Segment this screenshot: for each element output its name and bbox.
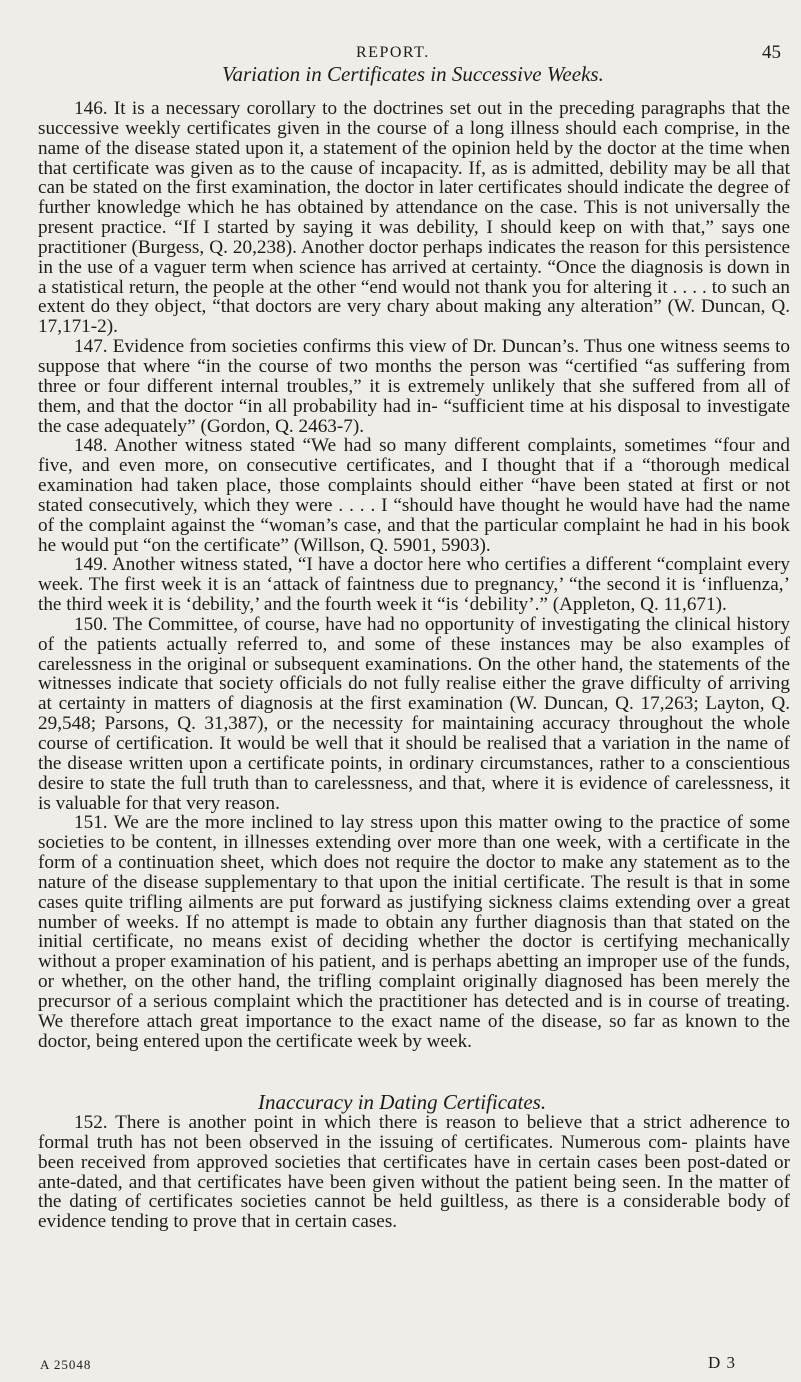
- print-code: A 25048: [40, 1357, 92, 1372]
- paragraph-148: 148. Another witness stated “We had so many different complaints, sometimes “four and five, and even more, on consecutive certificates, and I thought that if a “thorough medical examination had taken place, those complaints should either “have been stated at first or not stated consecutively, which they were . . . . I “should have thought he would have had the name of the complaint against the “woman’s case, and that the particular complaint he had in his book he would put “on the certificate” (Willson, Q. 5901, 5903).: [38, 435, 790, 556]
- section-heading-inaccuracy: Inaccuracy in Dating Certificates.: [258, 1090, 547, 1114]
- signature-mark: D 3: [708, 1353, 737, 1372]
- page-number: 45: [762, 42, 781, 63]
- paragraph-152: 152. There is another point in which there is reason to believe that a strict adherence to formal truth has not been observed in the issuing of certificates. Numerous com- plaints have been received from approved societies that certificates have in certain cases been post-dated or ante-dated, and that certificates have been given without the patient being seen. In the matter of the dating of certificates societies cannot be held guiltless, as there is a considerable body of evidence tending to prove that in certain cases.: [38, 1112, 790, 1233]
- section-heading-variation: Variation in Certificates in Successive Weeks.: [222, 62, 604, 86]
- paragraph-149: 149. Another witness stated, “I have a doctor here who certifies a different “complaint every week. The first week it is an ‘attack of faintness due to pregnancy,’ “the second it is ‘influenza,’ the third week it is ‘debility,’ and the fourth week it “is ‘debility’.” (Appleton, Q. 11,671).: [38, 554, 790, 616]
- paragraph-150: 150. The Committee, of course, have had no opportunity of investigating the clinical history of the patients actually referred to, and some of these instances may be also examples of carelessness in the original or subsequent examinations. On the other hand, the statements of the witnesses indicate that society officials do not fully realise either the grave difficulty of arriving at certainty in matters of diagnosis at the first examination (W. Duncan, Q. 17,263; Layton, Q. 29,548; Parsons, Q. 31,387), or the necessity for maintaining accuracy throughout the whole course of certification. It would be well that it should be realised that a variation in the name of the disease written upon a certificate points, in ordinary circumstances, rather to a conscientious desire to state the full truth than to carelessness, and that, where it is evidence of carelessness, it is valuable for that very reason.: [38, 613, 790, 814]
- section-body-variation: [38, 99, 790, 1052]
- paragraph-146: 146. It is a necessary corollary to the doctrines set out in the preceding paragraphs that the successive weekly certificates given in the course of a long illness should each comprise, in the name of the disease stated upon it, a statement of the opinion held by the doctor at the time when that certificate was given as to the cause of incapacity. If, as is admitted, debility may be all that can be stated on the first examination, the doctor in later certificates should indicate the degree of further knowledge which he has obtained by attendance on the case. This is not universally the present practice. “If I started by saying it was debility, I should keep on with that,” says one practitioner (Burgess, Q. 20,238). Another doctor perhaps indicates the reason for this persistence in the use of a vaguer term when science has arrived at certainty. “Once the diagnosis is down in a statistical return, the people at the other “end would not thank you for altering it . . . . to such an extent do they object, “that doctors are very chary about making any alteration” (W. Duncan, Q. 17,171-2).: [38, 98, 790, 338]
- running-head: REPORT.: [356, 44, 430, 61]
- paragraph-147: 147. Evidence from societies confirms this view of Dr. Duncan’s. Thus one witness seems to suppose that where “in the course of two months the person was “certified “as suffering from three or four different internal troubles,” it is extremely unlikely that she suffered from all of them, and that the doctor “in all probability had in- “sufficient time at his disposal to investigate the case adequately” (Gordon, Q. 2463-7).: [38, 336, 790, 437]
- section-body-inaccuracy: [38, 1113, 790, 1232]
- paragraph-151: 151. We are the more inclined to lay stress upon this matter owing to the practice of some societies to be content, in illnesses extending over more than one week, with a certificate in the form of a continuation sheet, which does not require the doctor to make any statement as to the nature of the disease supplementary to that upon the initial certificate. The result is that in some cases quite trifling ailments are put forward as justifying sickness claims extending over a great number of weeks. If no attempt is made to obtain any further diagnosis than that stated on the initial certificate, no means exist of deciding whether the doctor is certifying mechanically without a proper examination of his patient, and is perhaps abetting an improper use of the funds, or whether, on the other hand, the trifling complaint originally diagnosed has been merely the precursor of a serious complaint which the practitioner has detected and is in course of treating. We therefore attach great importance to the exact name of the disease, so far as known to the doctor, being entered upon the certificate week by week.: [38, 812, 790, 1052]
